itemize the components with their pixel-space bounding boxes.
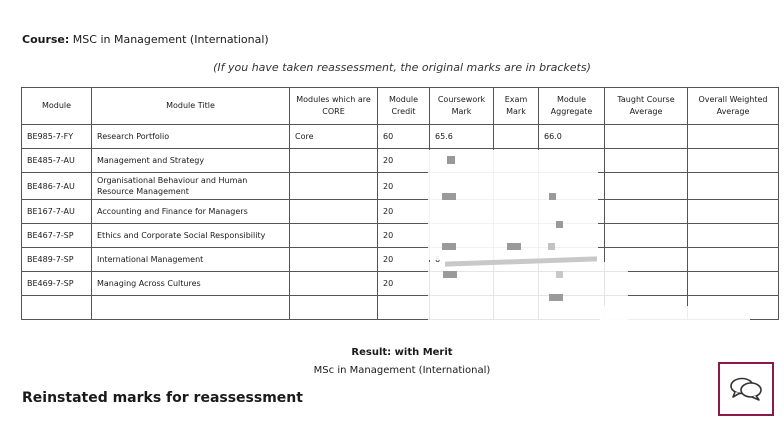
cell-overall-average (688, 272, 779, 296)
redaction-pixel (556, 271, 563, 278)
cell-credit: 20 (378, 200, 430, 224)
cell-module: BE489-7-SP (22, 248, 92, 272)
cell-title: Accounting and Finance for Managers (92, 200, 290, 224)
redaction-pixel (556, 221, 563, 228)
cell-core (290, 224, 378, 248)
cell-core (290, 248, 378, 272)
cell-credit: 20 (378, 173, 430, 200)
cell-taught-average (605, 125, 688, 149)
header-coursework: Coursework Mark (430, 88, 494, 125)
table-header-row (22, 88, 779, 125)
cell-overall-average (688, 248, 779, 272)
cell-credit: 20 (378, 149, 430, 173)
cell-exam (494, 125, 539, 149)
cell-overall-average (688, 149, 779, 173)
table-row (22, 200, 779, 224)
header-aggregate: Module Aggregate (539, 88, 605, 125)
cell-empty (92, 296, 290, 320)
cell-taught-average (605, 173, 688, 200)
reinstated-heading: Reinstated marks for reassessment (22, 390, 303, 406)
cell-module: BE486-7-AU (22, 173, 92, 200)
cell-credit: 20 (378, 224, 430, 248)
result-block (0, 344, 784, 380)
course-value: MSC in Management (International) (72, 33, 269, 46)
header-credit: Module Credit (378, 88, 430, 125)
cell-empty (378, 296, 430, 320)
table-row (22, 272, 779, 296)
chat-button[interactable] (718, 362, 774, 416)
cell-title: International Management (92, 248, 290, 272)
cell-taught-average (605, 224, 688, 248)
cell-title: Ethics and Corporate Social Responsibility (92, 224, 290, 248)
table-row (22, 149, 779, 173)
cell-overall-average (688, 200, 779, 224)
cell-module: BE985-7-FY (22, 125, 92, 149)
cell-title: Managing Across Cultures (92, 272, 290, 296)
chat-bubbles-icon (729, 376, 763, 402)
table-row (22, 224, 779, 248)
cell-module: BE467-7-SP (22, 224, 92, 248)
redaction-overlay (428, 262, 628, 332)
cell-credit: 20 (378, 272, 430, 296)
cell-module: BE469-7-SP (22, 272, 92, 296)
table-row (22, 248, 779, 272)
cell-core (290, 173, 378, 200)
marks-table (21, 87, 779, 320)
table-row (22, 173, 779, 200)
cell-overall-average (688, 224, 779, 248)
cell-core (290, 200, 378, 224)
redaction-pixel (507, 243, 521, 250)
cell-title: Research Portfolio (92, 125, 290, 149)
cell-overall-average (688, 173, 779, 200)
header-module-title: Module Title (92, 88, 290, 125)
redaction-overlay (600, 306, 750, 332)
table-row (22, 125, 779, 149)
cell-title: Management and Strategy (92, 149, 290, 173)
redaction-pixel (442, 193, 456, 200)
redaction-pixel (447, 156, 455, 164)
redaction-pixel (443, 271, 457, 278)
redaction-pixel (549, 294, 563, 301)
cell-credit: 60 (378, 125, 430, 149)
result-degree: MSc in Management (International) (313, 365, 491, 376)
header-core: Modules which are CORE (290, 88, 378, 125)
cell-module: BE167-7-AU (22, 200, 92, 224)
cell-taught-average (605, 200, 688, 224)
cell-core: Core (290, 125, 378, 149)
header-taught-average: Taught Course Average (605, 88, 688, 125)
course-label: Course: (22, 33, 70, 46)
cell-module: BE485-7-AU (22, 149, 92, 173)
course-line (22, 33, 269, 46)
cell-credit: 20 (378, 248, 430, 272)
header-module: Module (22, 88, 92, 125)
cell-coursework: 65.6 (430, 125, 494, 149)
cell-empty (290, 296, 378, 320)
result-line: Result: with Merit (351, 347, 453, 358)
reassessment-note: (If you have taken reassessment, the original marks are in brackets) (213, 61, 591, 74)
header-exam: Exam Mark (494, 88, 539, 125)
cell-taught-average (605, 149, 688, 173)
redaction-pixel (548, 243, 555, 250)
cell-empty (22, 296, 92, 320)
cell-core (290, 272, 378, 296)
redaction-pixel (442, 243, 456, 250)
header-overall-average: Overall Weighted Average (688, 88, 779, 125)
cell-core (290, 149, 378, 173)
cell-aggregate: 66.0 (539, 125, 605, 149)
cell-title: Organisational Behaviour and Human Resource Management (92, 173, 290, 200)
cell-overall-average (688, 125, 779, 149)
redaction-pixel (549, 193, 556, 200)
